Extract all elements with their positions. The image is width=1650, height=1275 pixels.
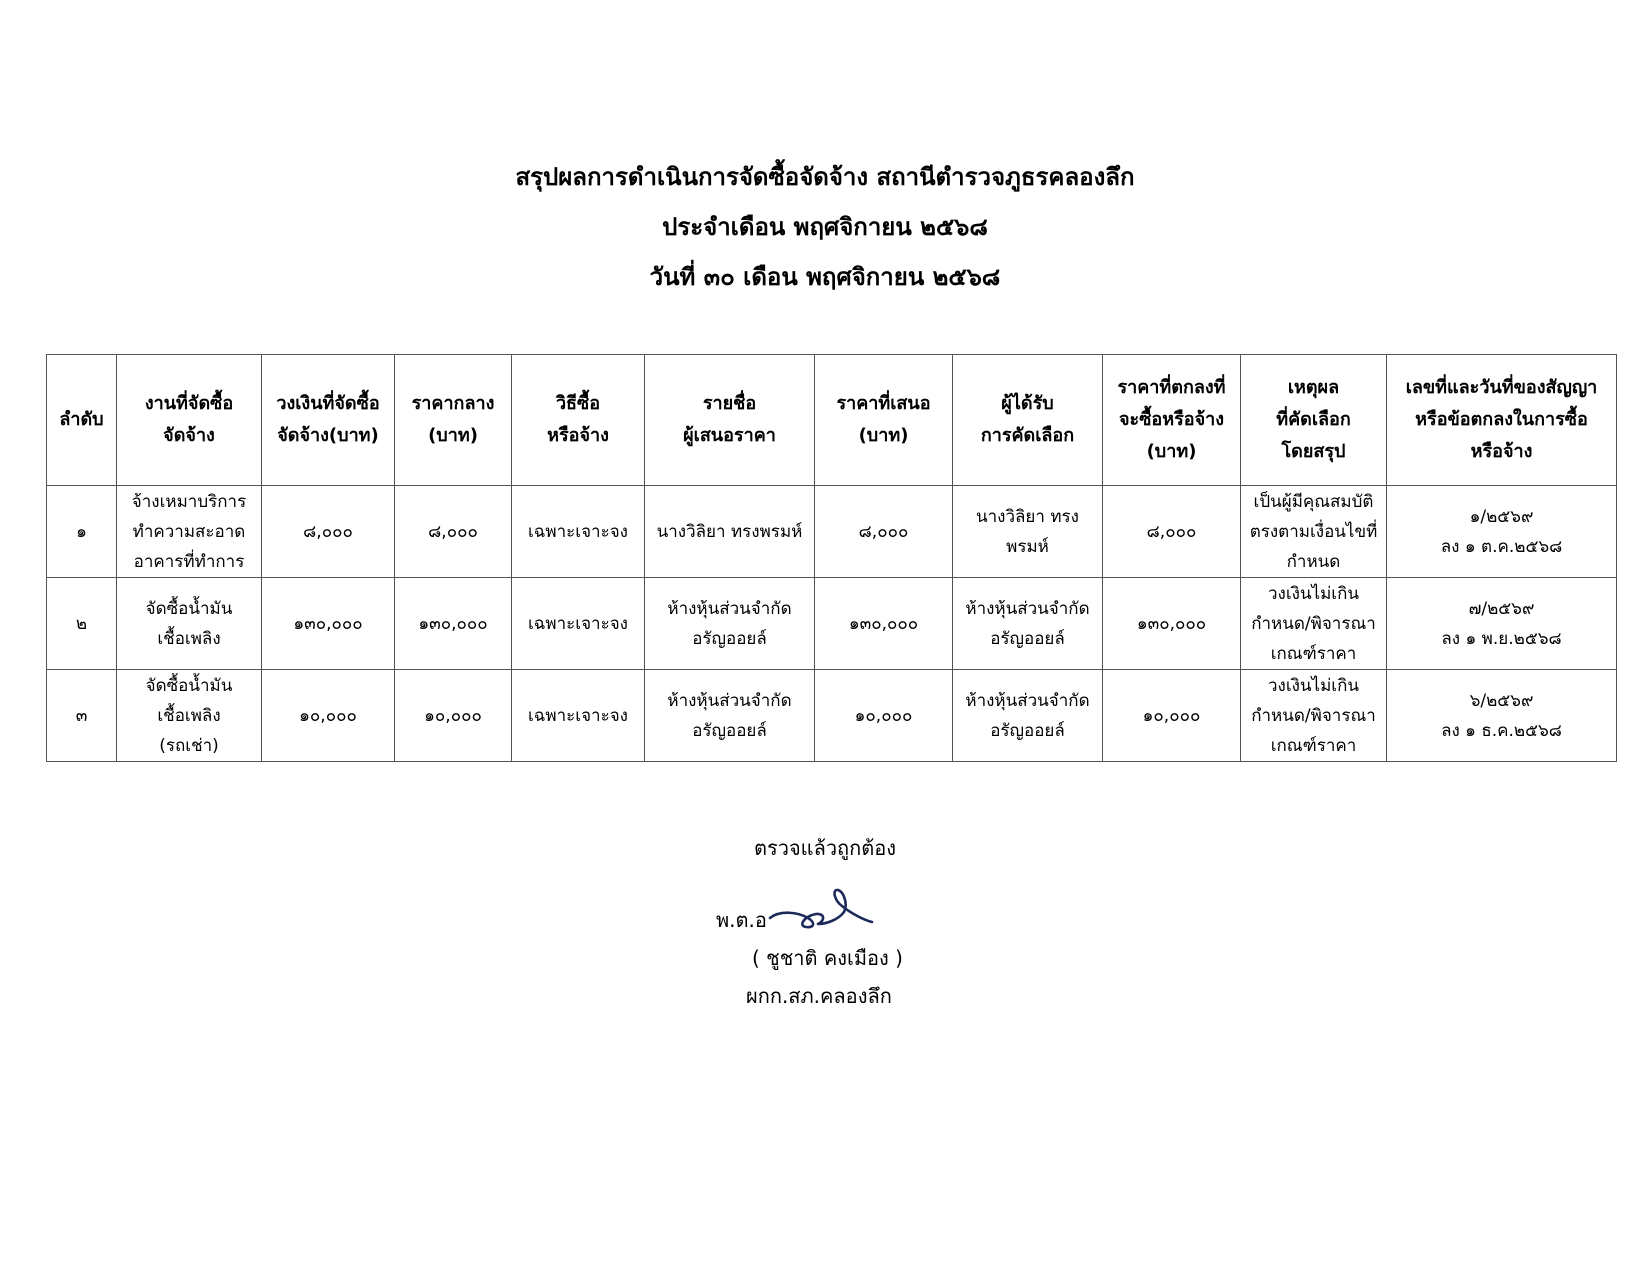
cell-text: ๑ <box>76 521 87 542</box>
cell-text: วงเงินไม่เกิน <box>1267 675 1360 696</box>
document-title: สรุปผลการดำเนินการจัดซื้อจัดจ้าง สถานีตำรวจภูธรคลองลึก <box>515 163 1135 191</box>
cell-text: อรัญออยล์ <box>692 720 767 741</box>
table-cell <box>262 670 395 762</box>
cell-text: กำหนด/พิจารณา <box>1251 705 1376 726</box>
column-header-text: หรือจ้าง <box>547 425 609 446</box>
table-cell <box>815 578 953 670</box>
column-header-text: การคัดเลือก <box>980 425 1075 446</box>
cell-text: ๘,๐๐๐ <box>303 521 353 542</box>
column-header-text: หรือข้อตกลงในการซื้อ <box>1415 409 1588 430</box>
cell-text: (รถเช่า) <box>159 735 219 756</box>
document-date: วันที่ ๓๐ เดือน พฤศจิกายน ๒๕๖๘ <box>649 263 1001 291</box>
column-header <box>1241 355 1387 486</box>
table-cell <box>1241 486 1387 578</box>
column-header-text: ที่คัดเลือก <box>1276 409 1351 430</box>
column-header-text: ลำดับ <box>59 409 104 430</box>
column-header <box>645 355 815 486</box>
column-header-text: วงเงินที่จัดซื้อ <box>276 393 380 414</box>
cell-text: ลง ๑ พ.ย.๒๕๖๘ <box>1441 628 1562 649</box>
table-cell <box>512 670 645 762</box>
table-cell <box>645 578 815 670</box>
column-header-text: (บาท) <box>1146 441 1197 462</box>
cell-text: ๖/๒๕๖๙ <box>1469 690 1534 711</box>
document-period: ประจำเดือน พฤศจิกายน ๒๕๖๘ <box>662 213 988 241</box>
table-cell <box>1103 670 1241 762</box>
column-header-text: วิธีซื้อ <box>555 393 601 414</box>
table-cell <box>1387 578 1617 670</box>
cell-text: กำหนด/พิจารณา <box>1251 613 1376 634</box>
column-header <box>1387 355 1617 486</box>
column-header-text: (บาท) <box>428 425 478 446</box>
cell-text: ๑๓๐,๐๐๐ <box>293 613 363 634</box>
signer-rank: พ.ต.อ <box>716 908 767 932</box>
cell-text: ๑๓๐,๐๐๐ <box>1136 613 1207 634</box>
column-header-text: ราคากลาง <box>411 393 495 414</box>
table-cell <box>395 578 512 670</box>
column-header-text: จัดจ้าง(บาท) <box>277 425 379 446</box>
table-cell <box>47 486 117 578</box>
cell-text: ทำความสะอาด <box>132 521 246 542</box>
table-cell <box>512 486 645 578</box>
column-header-text: งานที่จัดซื้อ <box>144 393 234 414</box>
table-cell <box>953 670 1103 762</box>
cell-text: เกณฑ์ราคา <box>1270 643 1357 664</box>
table-cell <box>645 670 815 762</box>
cell-text: อรัญออยล์ <box>990 628 1065 649</box>
verification-note: ตรวจแล้วถูกต้อง <box>754 836 897 860</box>
cell-text: อรัญออยล์ <box>692 628 767 649</box>
cell-text: ห้างหุ้นส่วนจำกัด <box>965 690 1090 711</box>
cell-text: จัดซื้อน้ำมัน <box>145 598 233 619</box>
column-header <box>815 355 953 486</box>
cell-text: กำหนด <box>1286 551 1341 572</box>
table-body <box>47 486 1617 762</box>
table-cell <box>117 578 262 670</box>
table-cell <box>815 670 953 762</box>
column-header <box>395 355 512 486</box>
column-header-text: โดยสรุป <box>1281 441 1346 462</box>
column-header-text: จัดจ้าง <box>163 425 215 446</box>
cell-text: อาคารที่ทำการ <box>133 551 245 572</box>
cell-text: เฉพาะเจาะจง <box>528 613 628 634</box>
column-header-text: จะซื้อหรือจ้าง <box>1118 409 1225 430</box>
table-cell <box>645 486 815 578</box>
table-cell <box>815 486 953 578</box>
column-header-text: เลขที่และวันที่ของสัญญา <box>1405 377 1598 398</box>
table-cell <box>1387 486 1617 578</box>
table-row <box>47 486 1617 578</box>
table-cell <box>1387 670 1617 762</box>
cell-text: เชื้อเพลิง <box>157 705 221 726</box>
cell-text: เฉพาะเจาะจง <box>528 521 628 542</box>
cell-text: นางวิลิยา ทรง <box>976 506 1079 527</box>
column-header-text: รายชื่อ <box>702 393 757 414</box>
cell-text: ๑๐,๐๐๐ <box>299 705 357 726</box>
column-header <box>47 355 117 486</box>
cell-text: ๓ <box>75 705 88 726</box>
table-cell <box>395 670 512 762</box>
table-cell <box>512 578 645 670</box>
column-header <box>262 355 395 486</box>
signer-name: ( ชูชาติ คงเมือง ) <box>752 946 903 970</box>
table-cell <box>117 670 262 762</box>
table-header-row <box>47 355 1617 486</box>
cell-text: ๑/๒๕๖๙ <box>1469 506 1534 527</box>
procurement-summary-table <box>46 354 1617 762</box>
document-header <box>0 152 1650 302</box>
cell-text: เกณฑ์ราคา <box>1270 735 1357 756</box>
column-header-text: เหตุผล <box>1287 377 1340 398</box>
table-cell <box>1103 486 1241 578</box>
cell-text: ๒ <box>75 613 88 634</box>
cell-text: อรัญออยล์ <box>990 720 1065 741</box>
handwritten-signature <box>768 876 878 936</box>
column-header-text: ผู้เสนอราคา <box>683 425 776 446</box>
table-cell <box>1241 670 1387 762</box>
column-header <box>117 355 262 486</box>
cell-text: ๑๐,๐๐๐ <box>424 705 482 726</box>
table-cell <box>47 670 117 762</box>
column-header-text: (บาท) <box>858 425 909 446</box>
cell-text: ลง ๑ ธ.ค.๒๕๖๘ <box>1441 720 1562 741</box>
cell-text: นางวิลิยา ทรงพรมห์ <box>656 521 803 542</box>
column-header-text: หรือจ้าง <box>1470 441 1533 462</box>
cell-text: พรมห์ <box>1006 536 1049 557</box>
cell-text: เป็นผู้มีคุณสมบัติ <box>1253 491 1374 512</box>
cell-text: จ้างเหมาบริการ <box>131 491 247 512</box>
table-cell <box>953 578 1103 670</box>
cell-text: ๑๓๐,๐๐๐ <box>848 613 919 634</box>
table-cell <box>262 578 395 670</box>
cell-text: ๑๐,๐๐๐ <box>1142 705 1201 726</box>
table-row <box>47 670 1617 762</box>
column-header <box>1103 355 1241 486</box>
table-cell <box>953 486 1103 578</box>
cell-text: ตรงตามเงื่อนไขที่ <box>1249 521 1378 542</box>
cell-text: ลง ๑ ต.ค.๒๕๖๘ <box>1440 536 1563 557</box>
column-header <box>953 355 1103 486</box>
table-cell <box>1241 578 1387 670</box>
cell-text: ห้างหุ้นส่วนจำกัด <box>965 598 1090 619</box>
table-cell <box>1103 578 1241 670</box>
cell-text: ห้างหุ้นส่วนจำกัด <box>667 690 792 711</box>
cell-text: ห้างหุ้นส่วนจำกัด <box>667 598 792 619</box>
signer-position: ผกก.สภ.คลองลึก <box>746 984 892 1008</box>
cell-text: ๗/๒๕๖๙ <box>1468 598 1535 619</box>
cell-text: วงเงินไม่เกิน <box>1267 583 1360 604</box>
column-header <box>512 355 645 486</box>
cell-text: เชื้อเพลิง <box>157 628 221 649</box>
cell-text: จัดซื้อน้ำมัน <box>145 675 233 696</box>
cell-text: ๑๐,๐๐๐ <box>854 705 913 726</box>
column-header-text: ราคาที่ตกลงที่ <box>1117 377 1226 398</box>
cell-text: ๘,๐๐๐ <box>858 521 909 542</box>
column-header-text: ผู้ได้รับ <box>1001 393 1054 414</box>
table-cell <box>117 486 262 578</box>
column-header-text: ราคาที่เสนอ <box>836 393 931 414</box>
cell-text: ๑๓๐,๐๐๐ <box>418 613 488 634</box>
cell-text: เฉพาะเจาะจง <box>528 705 628 726</box>
table-cell <box>395 486 512 578</box>
cell-text: ๘,๐๐๐ <box>1146 521 1197 542</box>
table-cell <box>47 578 117 670</box>
table-cell <box>262 486 395 578</box>
cell-text: ๘,๐๐๐ <box>428 521 478 542</box>
table-row <box>47 578 1617 670</box>
